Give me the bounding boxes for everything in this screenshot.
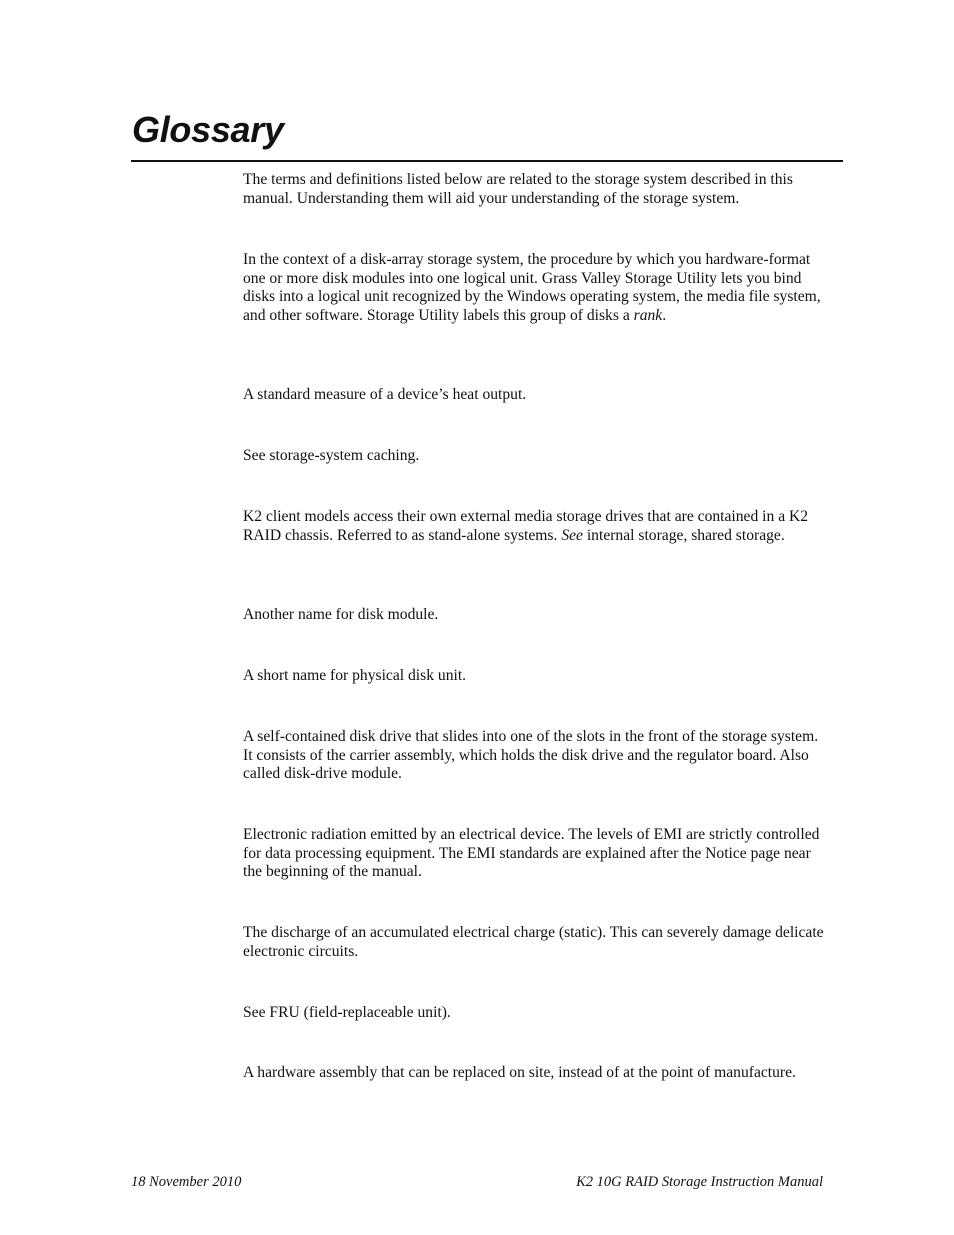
- definition-field-replaceable: See FRU (field-replaceable unit).: [243, 1004, 451, 1021]
- definition-direct-connect-text: K2 client models access their own external media storage drives that are contained in a K2 RAID chassis. Referred to as stand-alone systems.: [243, 508, 809, 544]
- definition-direct-connect: [243, 508, 825, 545]
- title-rule: [131, 160, 843, 162]
- footer-manual-title: K2 10G RAID Storage Instruction Manual: [576, 1174, 823, 1190]
- page-title: Glossary: [132, 109, 284, 150]
- definition-emi: Electronic radiation emitted by an electrical device. The levels of EMI are strictly controlled for data processing equipment. The EMI standards are explained after the Notice page near the beginning of the manual.: [243, 826, 820, 881]
- intro-paragraph: The terms and definitions listed below are related to the storage system described in this manual. Understanding them will aid your understanding of the storage system.: [243, 171, 793, 207]
- definition-esd: The discharge of an accumulated electrical charge (static). This can severely damage delicate electronic circuits.: [243, 924, 824, 960]
- definition-cache: See storage-system caching.: [243, 447, 420, 464]
- definition-bind-italic: rank: [633, 306, 663, 324]
- footer-date: 18 November 2010: [131, 1174, 242, 1190]
- definition-disk: A short name for physical disk unit.: [243, 667, 467, 684]
- definition-fru: A hardware assembly that can be replaced on site, instead of at the point of manufacture.: [243, 1064, 796, 1081]
- definition-bind-text-end: .: [662, 306, 667, 324]
- definition-direct-connect-text-end: internal storage, shared storage.: [582, 526, 785, 544]
- definition-bind-text: In the context of a disk-array storage system, the procedure by which you hardware-format one or more disk modules into one logical unit. Grass Valley Storage Utility lets you bind disks into a logical unit recognized by the Windows operating system, the media file system, and other software. Storage Utility labels this group of disks a: [243, 251, 821, 324]
- definition-disk-module: A self-contained disk drive that slides into one of the slots in the front of the storage system. It consists of the carrier assembly, which holds the disk drive and the regulator board. Also called disk-drive module.: [243, 728, 819, 783]
- definition-btu: A standard measure of a device’s heat output.: [243, 386, 527, 403]
- definition-bind: [243, 251, 825, 325]
- definition-disk-drive: Another name for disk module.: [243, 606, 439, 623]
- definition-direct-connect-italic: See: [561, 526, 583, 544]
